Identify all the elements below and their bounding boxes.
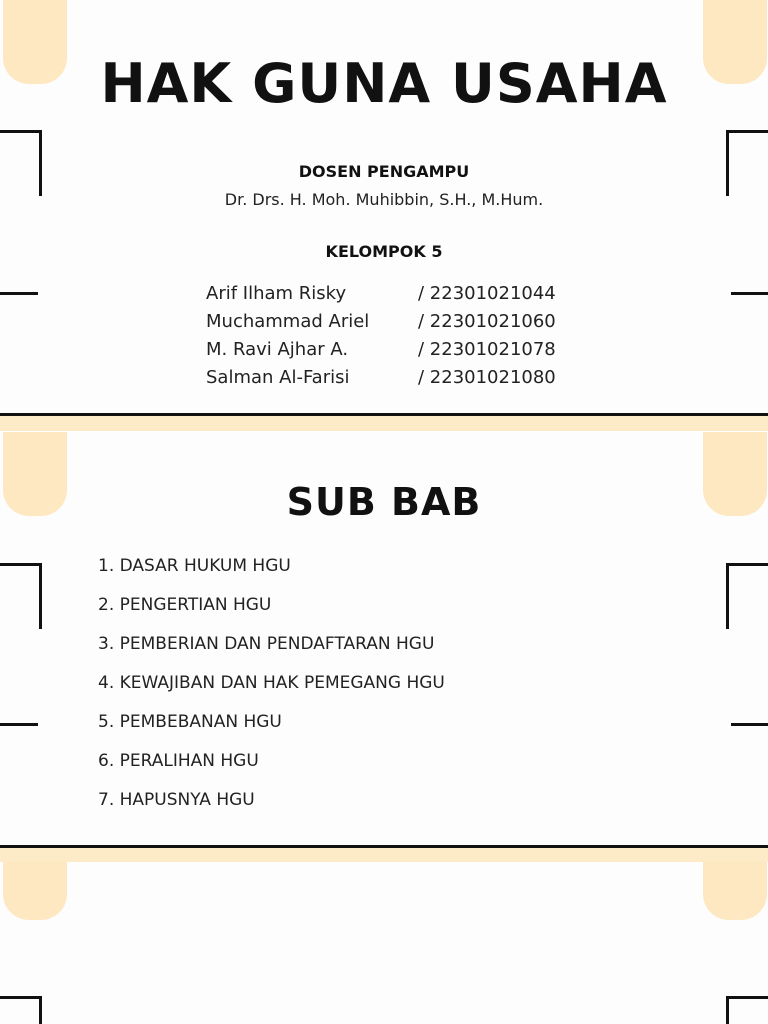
slide-separator [0,845,768,863]
tab-decoration [3,862,67,920]
member-name: Muchammad Ariel [206,311,370,332]
corner-bracket [726,563,768,629]
side-dash [0,292,38,295]
lecturer-name: Dr. Drs. H. Moh. Muhibbin, S.H., M.Hum. [224,190,544,209]
slide-title [0,0,768,414]
tab-decoration [703,862,767,920]
member-id: / 22301021044 [418,283,556,304]
list-item: 6. PERALIHAN HGU [98,751,259,771]
corner-bracket [0,996,42,1024]
member-row [206,308,556,336]
side-dash [0,723,38,726]
slide-subchapters [0,432,768,844]
section-title: SUB BAB [286,480,482,524]
member-id: / 22301021080 [418,367,556,388]
lecturer-label: DOSEN PENGAMPU [298,162,470,181]
side-dash [731,292,768,295]
slide-partial [0,862,768,1024]
side-dash [731,723,768,726]
list-item: 4. KEWAJIBAN DAN HAK PEMEGANG HGU [98,673,445,693]
member-row [206,336,556,364]
corner-bracket [0,563,42,629]
member-id: / 22301021078 [418,339,556,360]
list-item: 3. PEMBERIAN DAN PENDAFTARAN HGU [98,634,435,654]
group-label: KELOMPOK 5 [325,242,443,261]
list-item: 7. HAPUSNYA HGU [98,790,255,810]
member-id: / 22301021060 [418,311,556,332]
member-row [206,280,556,308]
member-name: Arif Ilham Risky [206,283,347,304]
slide-separator [0,413,768,431]
member-row [206,364,556,392]
list-item: 5. PEMBEBANAN HGU [98,712,282,732]
member-name: M. Ravi Ajhar A. [206,339,349,360]
member-name: Salman Al-Farisi [206,367,350,388]
corner-bracket [726,996,768,1024]
list-item: 2. PENGERTIAN HGU [98,595,272,615]
member-list [206,280,556,392]
page-title: HAK GUNA USAHA [100,52,668,115]
list-item: 1. DASAR HUKUM HGU [98,556,291,576]
subchapter-list [98,552,445,825]
